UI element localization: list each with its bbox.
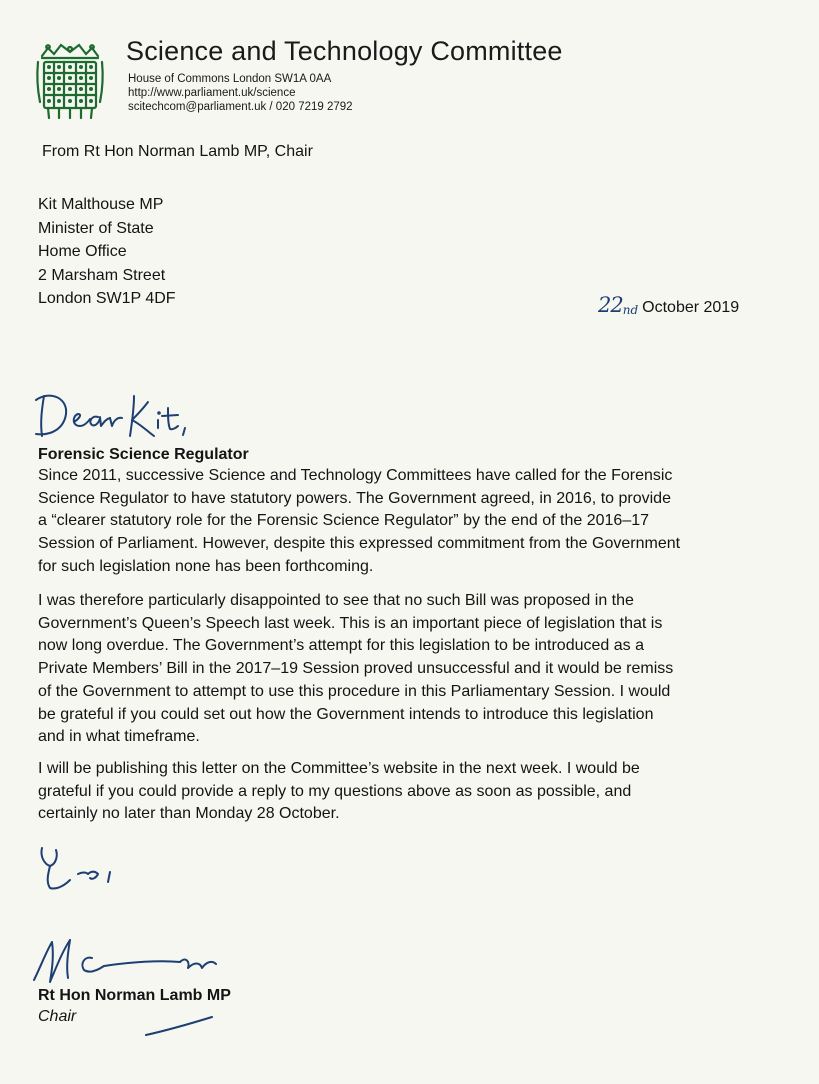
paragraph-line: now long overdue. The Government’s attempt for this legislation to be introduced as a (38, 637, 644, 655)
from-line: From Rt Hon Norman Lamb MP, Chair (42, 143, 313, 160)
paragraph-line: Government’s Queen’s Speech last week. This is an important piece of legislation that is (38, 614, 663, 632)
date-month-year: October 2019 (642, 299, 740, 316)
paragraph-line: a “clearer statutory role for the Forensic Science Regulator” by the end of the 2016–17 (38, 512, 650, 530)
paragraph-line: be grateful if you could set out how the Government intends to introduce this legislation (38, 705, 654, 723)
paragraph-line: for such legislation none has been forthcoming. (38, 557, 374, 575)
paragraph-line: I was therefore particularly disappointed to see that no such Bill was proposed in the (38, 592, 634, 609)
paragraph-line: Private Members’ Bill in the 2017–19 Session proved unsuccessful and it would be remiss (38, 660, 674, 678)
letter-subject: Forensic Science Regulator (38, 446, 249, 463)
paragraph-line: certainly no later than Monday 28 October. (38, 805, 340, 823)
committee-contact: scitechcom@parliament.uk / 020 7219 2792 (128, 101, 353, 113)
handwritten-day: 22 (598, 293, 623, 317)
pen-stroke (140, 1005, 220, 1041)
recipient-address (38, 193, 176, 311)
paragraph-line: and in what timeframe. (38, 728, 200, 746)
handwritten-signature (30, 928, 230, 990)
paragraph-line: grateful if you could provide a reply to my questions above as soon as possible, and (38, 782, 632, 800)
recipient-name: Kit Malthouse MP (38, 196, 164, 213)
paragraph-line: Since 2011, successive Science and Technology Committees have called for the Forensic (38, 467, 673, 484)
handwritten-day-suffix: nd (622, 303, 639, 317)
paragraph-line: of the Government to attempt to use this procedure in this Parliamentary Session. I would (38, 682, 671, 700)
committee-address: House of Commons London SW1A 0AA (128, 73, 332, 85)
recipient-department: Home Office (38, 243, 127, 260)
recipient-title: Minister of State (38, 219, 154, 237)
committee-website: http://www.parliament.uk/science (128, 87, 296, 99)
paragraph-line: Session of Parliament. However, despite this expressed commitment from the Government (38, 535, 681, 553)
committee-name: Science and Technology Committee (126, 36, 563, 66)
body-paragraph-1 (38, 465, 798, 579)
handwritten-salutation (30, 388, 200, 444)
portcullis-icon (34, 42, 106, 120)
body-paragraph-2 (38, 590, 798, 749)
body-paragraph-3 (38, 758, 798, 826)
recipient-street: 2 Marsham Street (38, 266, 166, 284)
handwritten-signoff (34, 842, 144, 902)
letter-date (598, 293, 739, 323)
signatory-role: Chair (38, 1008, 77, 1025)
paragraph-line: I will be publishing this letter on the Committee’s website in the next week. I would be (38, 760, 640, 777)
paragraph-line: Science Regulator to have statutory powers. The Government agreed, in 2016, to provide (38, 489, 671, 507)
recipient-city: London SW1P 4DF (38, 290, 176, 307)
signatory-name: Rt Hon Norman Lamb MP (38, 987, 231, 1004)
